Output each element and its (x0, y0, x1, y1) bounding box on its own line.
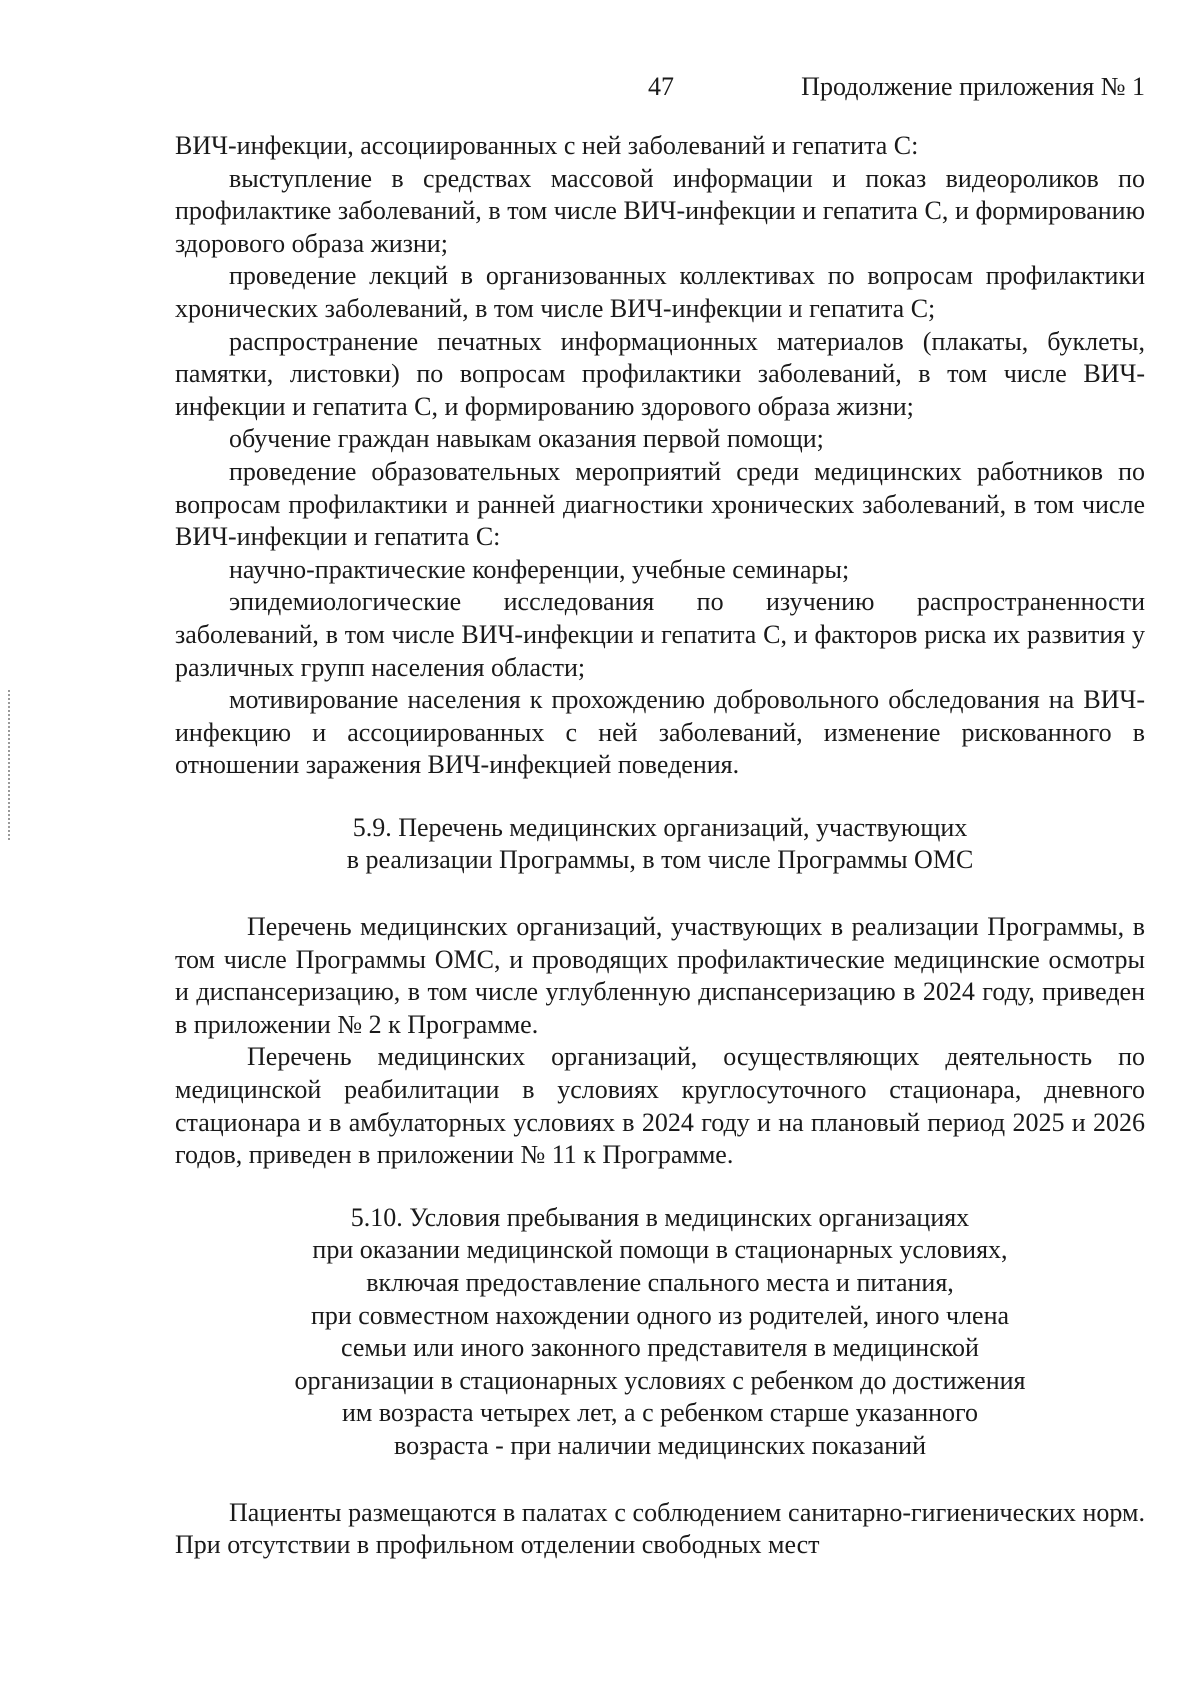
list-item: эпидемиологические исследования по изучению распространенности заболеваний, в том числе ВИЧ-инфекции и гепатита С, и факторов риска их развития у различных групп населения области; (175, 587, 1145, 682)
page-header (0, 72, 1200, 112)
section-title-line: возраста - при наличии медицинских показаний (394, 1430, 926, 1460)
section-title-line: 5.9. Перечень медицинских организаций, участвующих (352, 812, 968, 842)
list-item: обучение граждан навыкам оказания первой помощи; (229, 424, 824, 454)
section-title-line: в реализации Программы, в том числе Программы ОМС (346, 845, 974, 875)
section-heading-5-9 (175, 812, 1145, 877)
section-title-line: 5.10. Условия пребывания в медицинских организациях (350, 1202, 970, 1232)
paragraph: ВИЧ-инфекции, ассоциированных с ней заболеваний и гепатита С: (175, 131, 919, 160)
document-body (175, 130, 1145, 1562)
page-number: 47 (648, 72, 674, 101)
paragraph: Перечень медицинских организаций, участвующих в реализации Программы, в том числе Программы ОМС, и проводящих профилактические медицинские осмотры и диспансеризацию, в том числе углубленную диспансеризацию в 2024 году, приведен в приложении № 2 к Программе. (175, 912, 1145, 1039)
list-item: выступление в средствах массовой информации и показ видеороликов по профилактике заболеваний, в том числе ВИЧ-инфекции и гепатита С, и формированию здорового образа жизни; (175, 163, 1145, 258)
section-title-line: организации в стационарных условиях с ребенком до достижения (294, 1365, 1026, 1395)
section-title-line: им возраста четырех лет, а с ребенком старше указанного (341, 1398, 979, 1428)
section-heading-5-10 (175, 1202, 1145, 1463)
list-item: распространение печатных информационных материалов (плакаты, буклеты, памятки, листовки) по вопросам профилактики заболеваний, в том числе ВИЧ-инфекции и гепатита С, и формированию здорового образа жизни; (175, 326, 1145, 421)
scan-edge-marks (8, 690, 12, 840)
section-title-line: семьи или иного законного представителя в медицинской (341, 1333, 979, 1363)
list-item: проведение лекций в организованных коллективах по вопросам профилактики хронических заболеваний, в том числе ВИЧ-инфекции и гепатита С; (175, 261, 1145, 323)
appendix-label: Продолжение приложения № 1 (801, 72, 1145, 101)
list-item: научно-практические конференции, учебные семинары; (229, 554, 850, 584)
section-title-line: включая предоставление спального места и питания, (366, 1268, 954, 1297)
section-title-line: при совместном нахождении одного из родителей, иного члена (310, 1300, 1010, 1330)
list-item: проведение образовательных мероприятий среди медицинских работников по вопросам профилактики и ранней диагностики хронических заболеваний, в том числе ВИЧ-инфекции и гепатита С: (175, 456, 1145, 552)
list-item: мотивирование населения к прохождению добровольного обследования на ВИЧ-инфекцию и ассоциированных с ней заболеваний, изменение рискованного в отношении заражения ВИЧ-инфекцией поведения. (175, 685, 1145, 780)
paragraph: Пациенты размещаются в палатах с соблюдением санитарно-гигиенических норм. При отсутствии в профильном отделении свободных мест (175, 1497, 1145, 1560)
section-title-line: при оказании медицинской помощи в стационарных условиях, (312, 1235, 1008, 1265)
paragraph: Перечень медицинских организаций, осуществляющих деятельность по медицинской реабилитации в условиях круглосуточного стационара, дневного стационара и в амбулаторных условиях в 2024 году и на плановый период 2025 и 2026 годов, приведен в приложении № 11 к Программе. (175, 1042, 1145, 1170)
